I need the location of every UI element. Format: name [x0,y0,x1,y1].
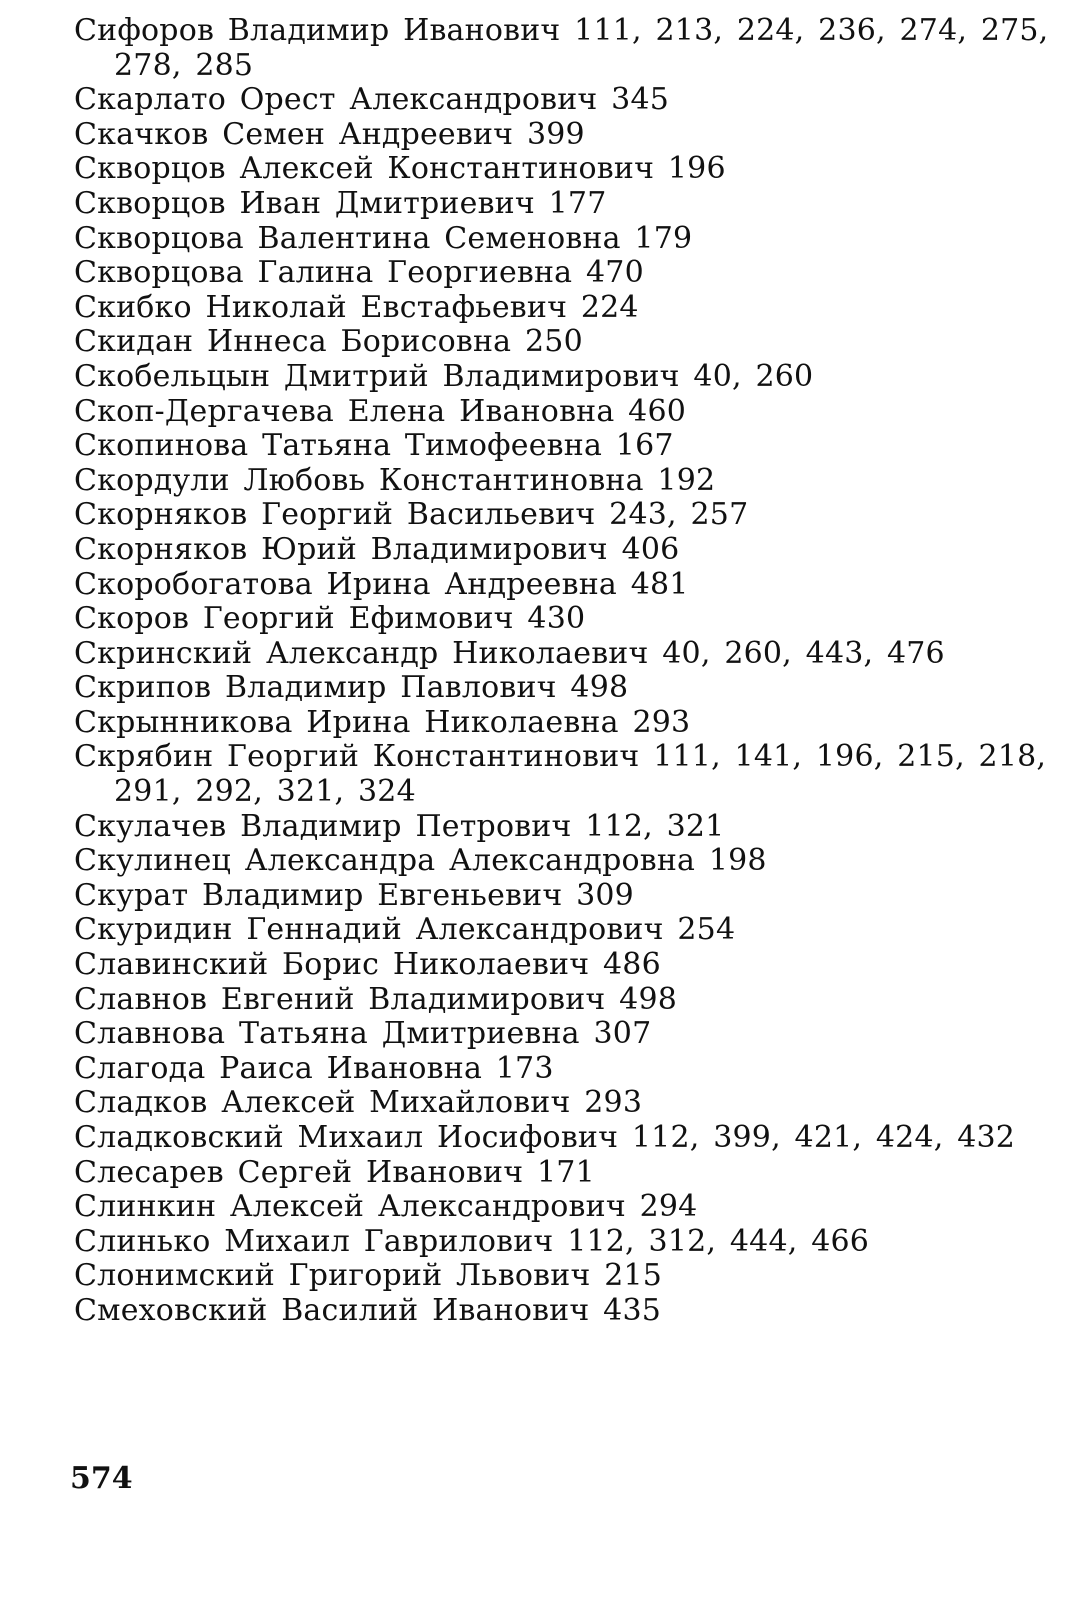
index-entry: Слагода Раиса Ивановна 173 [74,1050,554,1086]
index-entry: Скоробогатова Ирина Андреевна 481 [74,566,689,602]
index-entry: Скворцова Валентина Семеновна 179 [74,220,693,256]
index-entry: Скринский Александр Николаевич 40, 260, 443, 476 [74,635,945,671]
name-index-list [74,14,1049,1329]
index-entry: Скордули Любовь Константиновна 192 [74,462,716,498]
index-entry: Скопинова Татьяна Тимофеевна 167 [74,428,674,464]
page-number: 574 [70,1461,133,1496]
index-entry: Сифоров Владимир Иванович 111, 213, 224, 236, 274, 275, 278, 285 [74,13,1049,83]
index-entry: Скарлато Орест Александрович 345 [74,82,670,118]
index-entry: Скрынникова Ирина Николаевна 293 [74,704,691,740]
index-entry: Скворцова Галина Георгиевна 470 [74,255,644,291]
index-entry: Скорняков Юрий Владимирович 406 [74,531,680,567]
index-entry: Скулачев Владимир Петрович 112, 321 [74,808,725,844]
index-entry: Скоров Георгий Ефимович 430 [74,601,586,637]
index-entry: Сладковский Михаил Иосифович 112, 399, 421, 424, 432 [74,1120,1016,1155]
index-entry: Славинский Борис Николаевич 486 [74,947,661,983]
index-entry: Скачков Семен Андреевич 399 [74,116,585,152]
index-entry: Славнов Евгений Владимирович 498 [74,981,678,1017]
index-entry: Славнова Татьяна Дмитриевна 307 [74,1016,652,1052]
index-entry: Скрябин Георгий Константинович 111, 141, 196, 215, 218, 291, 292, 321, 324 [74,739,1047,810]
index-entry: Слинько Михаил Гаврилович 112, 312, 444, 466 [74,1223,870,1259]
index-entry: Смеховский Василий Иванович 435 [74,1292,662,1328]
index-entry: Скибко Николай Евстафьевич 224 [74,289,639,325]
index-entry: Скобельцын Дмитрий Владимирович 40, 260 [74,358,814,394]
index-entry: Скидан Иннеса Борисовна 250 [74,324,583,360]
index-entry: Скуридин Геннадий Александрович 254 [74,912,736,948]
index-entry: Слесарев Сергей Иванович 171 [74,1154,595,1190]
index-entry: Слонимский Григорий Львович 215 [74,1258,663,1294]
index-entry: Слинкин Алексей Александрович 294 [74,1189,698,1225]
index-entry: Скоп-Дергачева Елена Ивановна 460 [74,393,687,429]
index-entry: Скворцов Иван Дмитриевич 177 [74,185,607,221]
index-entry: Сладков Алексей Михайлович 293 [74,1085,643,1121]
index-entry: Скулинец Александра Александровна 198 [74,843,767,879]
index-entry: Скворцов Алексей Константинович 196 [74,151,726,187]
index-entry: Скрипов Владимир Павлович 498 [74,670,629,706]
index-entry: Скорняков Георгий Васильевич 243, 257 [74,497,749,533]
index-entry: Скурат Владимир Евгеньевич 309 [74,877,634,913]
